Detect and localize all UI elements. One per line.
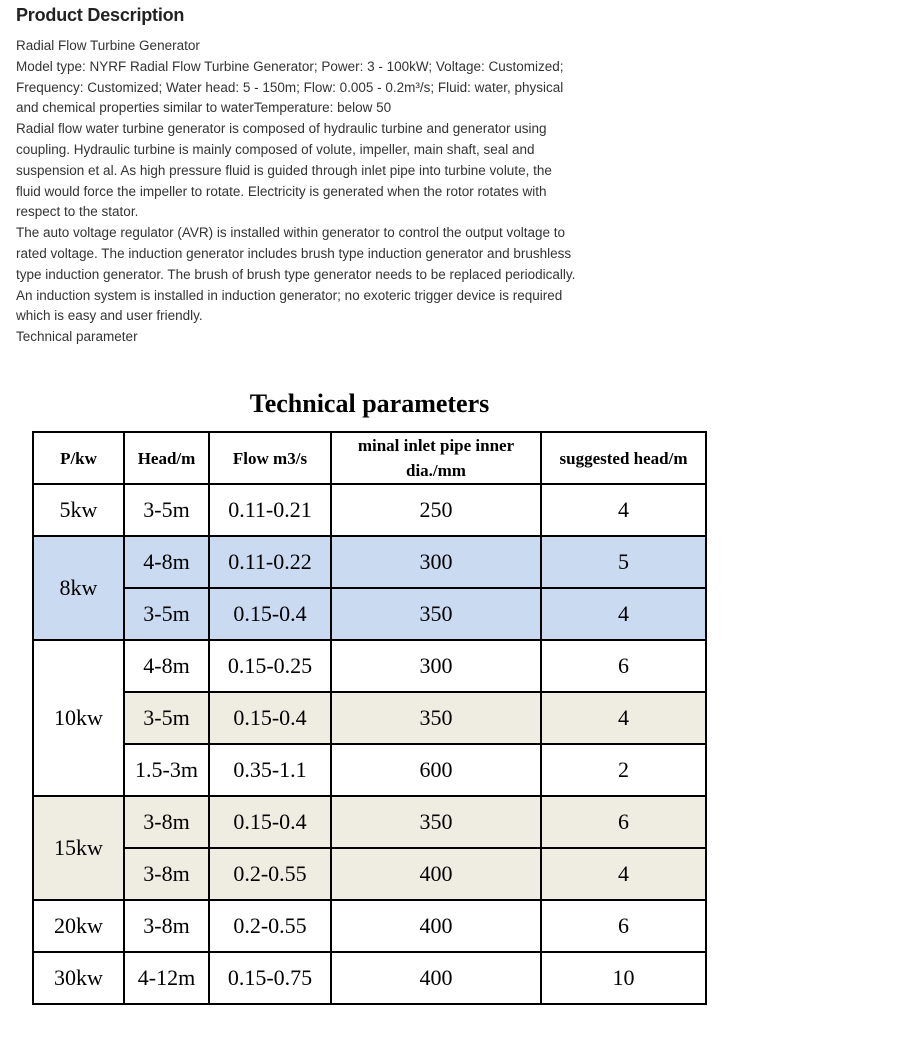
suggested-head-cell: 4 — [541, 484, 706, 536]
description-paragraph: Model type: NYRF Radial Flow Turbine Generator; Power: 3 - 100kW; Voltage: Customized; Frequency: Customized; Water head: 5 - 150m; Flow: 0.005 - 0.2m³/s; Fluid: water, physical and chemical properties similar to waterTemperature: below 50 — [16, 58, 564, 116]
table-row — [33, 900, 706, 952]
power-cell: 10kw — [33, 640, 124, 796]
pipe-diameter-cell: 600 — [331, 744, 541, 796]
suggested-head-cell: 4 — [541, 848, 706, 900]
pipe-diameter-cell: 400 — [331, 900, 541, 952]
description-paragraph: Radial Flow Turbine Generator — [16, 38, 200, 53]
section-title: Product Description — [16, 5, 185, 25]
header-power: P/kw — [33, 432, 124, 484]
pipe-diameter-cell: 250 — [331, 484, 541, 536]
power-cell: 15kw — [33, 796, 124, 900]
table-row — [33, 744, 706, 796]
description-paragraph: Radial flow water turbine generator is composed of hydraulic turbine and generator using coupling. Hydraulic turbine is mainly composed of volute, impeller, main shaft, seal and suspension et al. As high pressure fluid is guided through inlet pipe into turbine volute, the fluid would force the impeller to rotate. Electricity is generated when the rotor rotates with respect to the stator. — [16, 121, 552, 220]
power-cell: 30kw — [33, 952, 124, 1004]
power-cell: 20kw — [33, 900, 124, 952]
head-cell: 3-8m — [124, 796, 209, 848]
table-row — [33, 952, 706, 1004]
header-flow: Flow m3/s — [209, 432, 331, 484]
flow-cell: 0.11-0.21 — [209, 484, 331, 536]
header-pipe-diameter: minal inlet pipe inner dia./mm — [331, 432, 541, 484]
power-cell: 8kw — [33, 536, 124, 640]
table-row — [33, 588, 706, 640]
suggested-head-cell: 6 — [541, 900, 706, 952]
suggested-head-cell: 10 — [541, 952, 706, 1004]
head-cell: 4-12m — [124, 952, 209, 1004]
power-cell: 5kw — [33, 484, 124, 536]
pipe-diameter-cell: 350 — [331, 692, 541, 744]
product-description — [16, 36, 576, 348]
header-head: Head/m — [124, 432, 209, 484]
flow-cell: 0.2-0.55 — [209, 900, 331, 952]
pipe-diameter-cell: 300 — [331, 640, 541, 692]
flow-cell: 0.15-0.75 — [209, 952, 331, 1004]
flow-cell: 0.15-0.4 — [209, 588, 331, 640]
pipe-diameter-cell: 300 — [331, 536, 541, 588]
head-cell: 4-8m — [124, 536, 209, 588]
table-row — [33, 536, 706, 588]
suggested-head-cell: 6 — [541, 796, 706, 848]
pipe-diameter-cell: 350 — [331, 588, 541, 640]
suggested-head-cell: 6 — [541, 640, 706, 692]
table-row — [33, 796, 706, 848]
flow-cell: 0.35-1.1 — [209, 744, 331, 796]
head-cell: 3-8m — [124, 848, 209, 900]
flow-cell: 0.15-0.25 — [209, 640, 331, 692]
suggested-head-cell: 4 — [541, 588, 706, 640]
table-row — [33, 692, 706, 744]
suggested-head-cell: 4 — [541, 692, 706, 744]
flow-cell: 0.11-0.22 — [209, 536, 331, 588]
suggested-head-cell: 2 — [541, 744, 706, 796]
description-paragraph: Technical parameter — [16, 329, 138, 345]
head-cell: 3-8m — [124, 900, 209, 952]
head-cell: 3-5m — [124, 588, 209, 640]
head-cell: 1.5-3m — [124, 744, 209, 796]
head-cell: 4-8m — [124, 640, 209, 692]
pipe-diameter-cell: 400 — [331, 952, 541, 1004]
head-cell: 3-5m — [124, 484, 209, 536]
flow-cell: 0.2-0.55 — [209, 848, 331, 900]
flow-cell: 0.15-0.4 — [209, 692, 331, 744]
header-suggested-head: suggested head/m — [541, 432, 706, 484]
description-paragraph: The auto voltage regulator (AVR) is installed within generator to control the output voltage to rated voltage. The induction generator includes brush type induction generator and brushless type induction generator. The brush of brush type generator needs to be replaced periodically. An induction system is installed in induction generator; no exoteric trigger device is required which is easy and user friendly. — [16, 225, 576, 324]
pipe-diameter-cell: 400 — [331, 848, 541, 900]
suggested-head-cell: 5 — [541, 536, 706, 588]
table-row — [33, 640, 706, 692]
head-cell: 3-5m — [124, 692, 209, 744]
technical-parameters-table — [32, 431, 707, 1005]
table-row — [33, 848, 706, 900]
table-header-row — [33, 432, 706, 484]
pipe-diameter-cell: 350 — [331, 796, 541, 848]
table-row — [33, 484, 706, 536]
table-body — [33, 484, 706, 1004]
flow-cell: 0.15-0.4 — [209, 796, 331, 848]
table-title: Technical parameters — [249, 389, 490, 418]
